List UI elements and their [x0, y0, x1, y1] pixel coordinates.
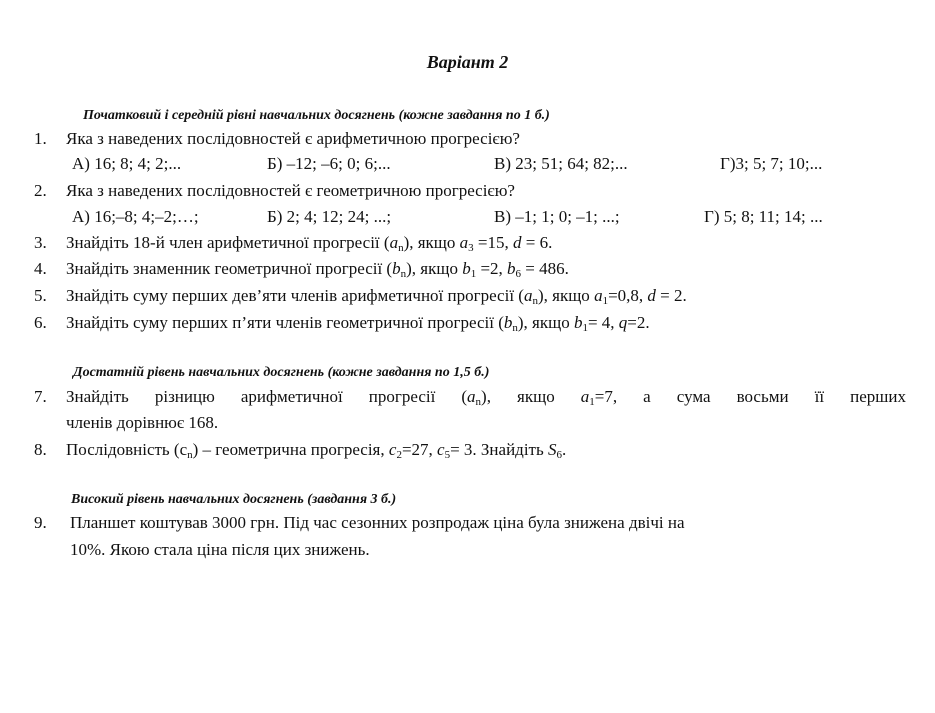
question-text-line-2: членів дорівнює 168. — [66, 413, 219, 432]
question-number: 5. — [34, 286, 47, 305]
question-number: 3. — [34, 233, 47, 252]
question-text: Послідовність $(с_n)$ – геометрична прогресія, $c_2=27$, $c_5= 3$. Знайдіть $S_6$. — [66, 440, 567, 461]
question-text-line-1: Знайдіть різницю арифметичної прогресії $(a_n)$, якщо $a_1=7$, а сума восьми її перших — [66, 387, 906, 408]
question-number: 7. — [34, 387, 47, 406]
option-a: А) 16;–8; 4;–2;…; — [72, 207, 199, 226]
section-sufficient-heading: Достатній рівень навчальних досягнень (кожне завдання по 1,5 б.) — [73, 365, 490, 380]
option-v: В) –1; 1; 0; –1; ...; — [494, 207, 620, 226]
question-2-options — [72, 205, 912, 228]
option-b: Б) 2; 4; 12; 24; ...; — [267, 207, 392, 226]
variant-title: Варіант 2 — [426, 52, 509, 72]
section-high-heading: Високий рівень навчальних досягнень (завдання 3 б.) — [71, 492, 397, 507]
question-number: 1. — [34, 129, 47, 148]
question-text-line-1: Планшет коштував 3000 грн. Під час сезонних розпродаж ціна була знижена двічі на — [70, 513, 685, 532]
question-number: 2. — [34, 181, 47, 200]
question-number: 6. — [34, 313, 47, 332]
question-text: Знайдіть суму перших п’яти членів геометричної прогресії $(b_n)$, якщо $b_1= 4$, q=2. — [66, 313, 650, 334]
question-text-line-2: 10%. Якою стала ціна після цих знижень. — [70, 540, 370, 559]
option-g: Г)3; 5; 7; 10;... — [720, 154, 823, 173]
question-text: Знайдіть 18-й член арифметичної прогресії $(a_n)$, якщо $a_3 =15$, d = 6. — [66, 233, 553, 254]
option-v: В) 23; 51; 64; 82;... — [494, 154, 628, 173]
question-number: 9. — [34, 513, 47, 532]
option-b: Б) –12; –6; 0; 6;... — [267, 154, 391, 173]
question-text: Знайдіть суму перших дев’яти членів арифметичної прогресії $(a_n)$, якщо $a_1=0,8$, d = 2. — [66, 286, 687, 307]
question-number: 8. — [34, 440, 47, 459]
question-text: Яка з наведених послідовностей є арифметичною прогресією? — [66, 129, 520, 148]
question-text: Яка з наведених послідовностей є геометричною прогресією? — [66, 181, 515, 200]
question-number: 4. — [34, 259, 47, 278]
section-basic-heading: Початковий і середній рівні навчальних досягнень (кожне завдання по 1 б.) — [83, 108, 550, 123]
question-1-options — [72, 152, 912, 175]
option-g: Г) 5; 8; 11; 14; ... — [704, 207, 823, 226]
option-a: А) 16; 8; 4; 2;... — [72, 154, 182, 173]
question-text: Знайдіть знаменник геометричної прогресії $(b_n)$, якщо $b_1 =2$, $b_6 = 486$. — [66, 259, 569, 280]
